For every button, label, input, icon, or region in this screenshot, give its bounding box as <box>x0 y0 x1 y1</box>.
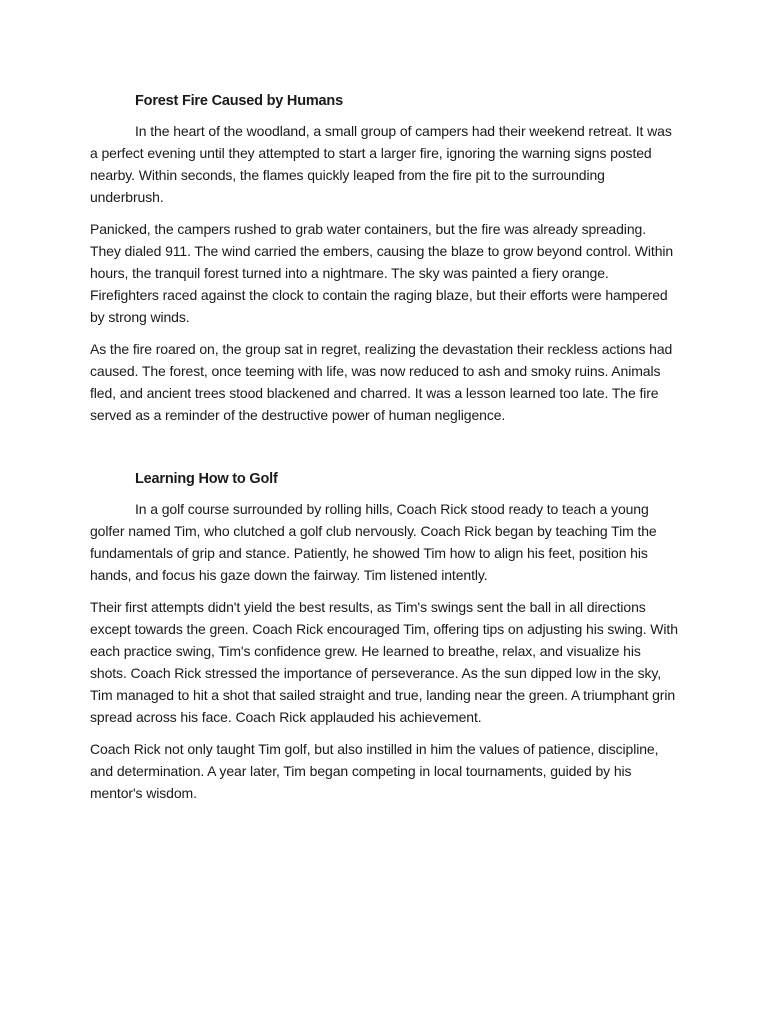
paragraph: Coach Rick not only taught Tim golf, but also instilled in him the values of patience, discipline, and determination. A year later, Tim began competing in local tournaments, guided by his mentor's wisdom. <box>90 741 659 801</box>
section-heading: Learning How to Golf <box>135 471 278 487</box>
paragraph: Their first attempts didn't yield the best results, as Tim's swings sent the ball in all directions except towards the green. Coach Rick encouraged Tim, offering tips on adjusting his swing. With each practice swing, Tim's confidence grew. He learned to breathe, relax, and visualize his shots. Coach Rick stressed the importance of perseverance. As the sun dipped low in the sky, Tim managed to hit a shot that sailed straight and true, landing near the green. A triumphant grin spread across his face. Coach Rick applauded his achievement. <box>90 599 678 725</box>
paragraph: Panicked, the campers rushed to grab water containers, but the fire was already spreading. They dialed 911. The wind carried the embers, causing the blaze to grow beyond control. Within hours, the tranquil forest turned into a nightmare. The sky was painted a fiery orange. Firefighters raced against the clock to contain the raging blaze, but their efforts were hampered by strong winds. <box>90 221 674 325</box>
section-learning-golf <box>90 468 680 804</box>
section-forest-fire <box>90 90 680 426</box>
paragraph: In a golf course surrounded by rolling hills, Coach Rick stood ready to teach a young golfer named Tim, who clutched a golf club nervously. Coach Rick began by teaching Tim the fundamentals of grip and stance. Patiently, he showed Tim how to align his feet, position his hands, and focus his gaze down the fairway. Tim listened intently. <box>90 501 657 583</box>
paragraph: In the heart of the woodland, a small group of campers had their weekend retreat. It was a perfect evening until they attempted to start a larger fire, ignoring the warning signs posted nearby. Within seconds, the flames quickly leaped from the fire pit to the surrounding underbrush. <box>90 123 672 205</box>
paragraph: As the fire roared on, the group sat in regret, realizing the devastation their reckless actions had caused. The forest, once teeming with life, was now reduced to ash and smoky ruins. Animals fled, and ancient trees stood blackened and charred. It was a lesson learned too late. The fire served as a reminder of the destructive power of human negligence. <box>90 341 673 423</box>
document-page <box>90 90 680 814</box>
section-heading: Forest Fire Caused by Humans <box>135 93 343 109</box>
